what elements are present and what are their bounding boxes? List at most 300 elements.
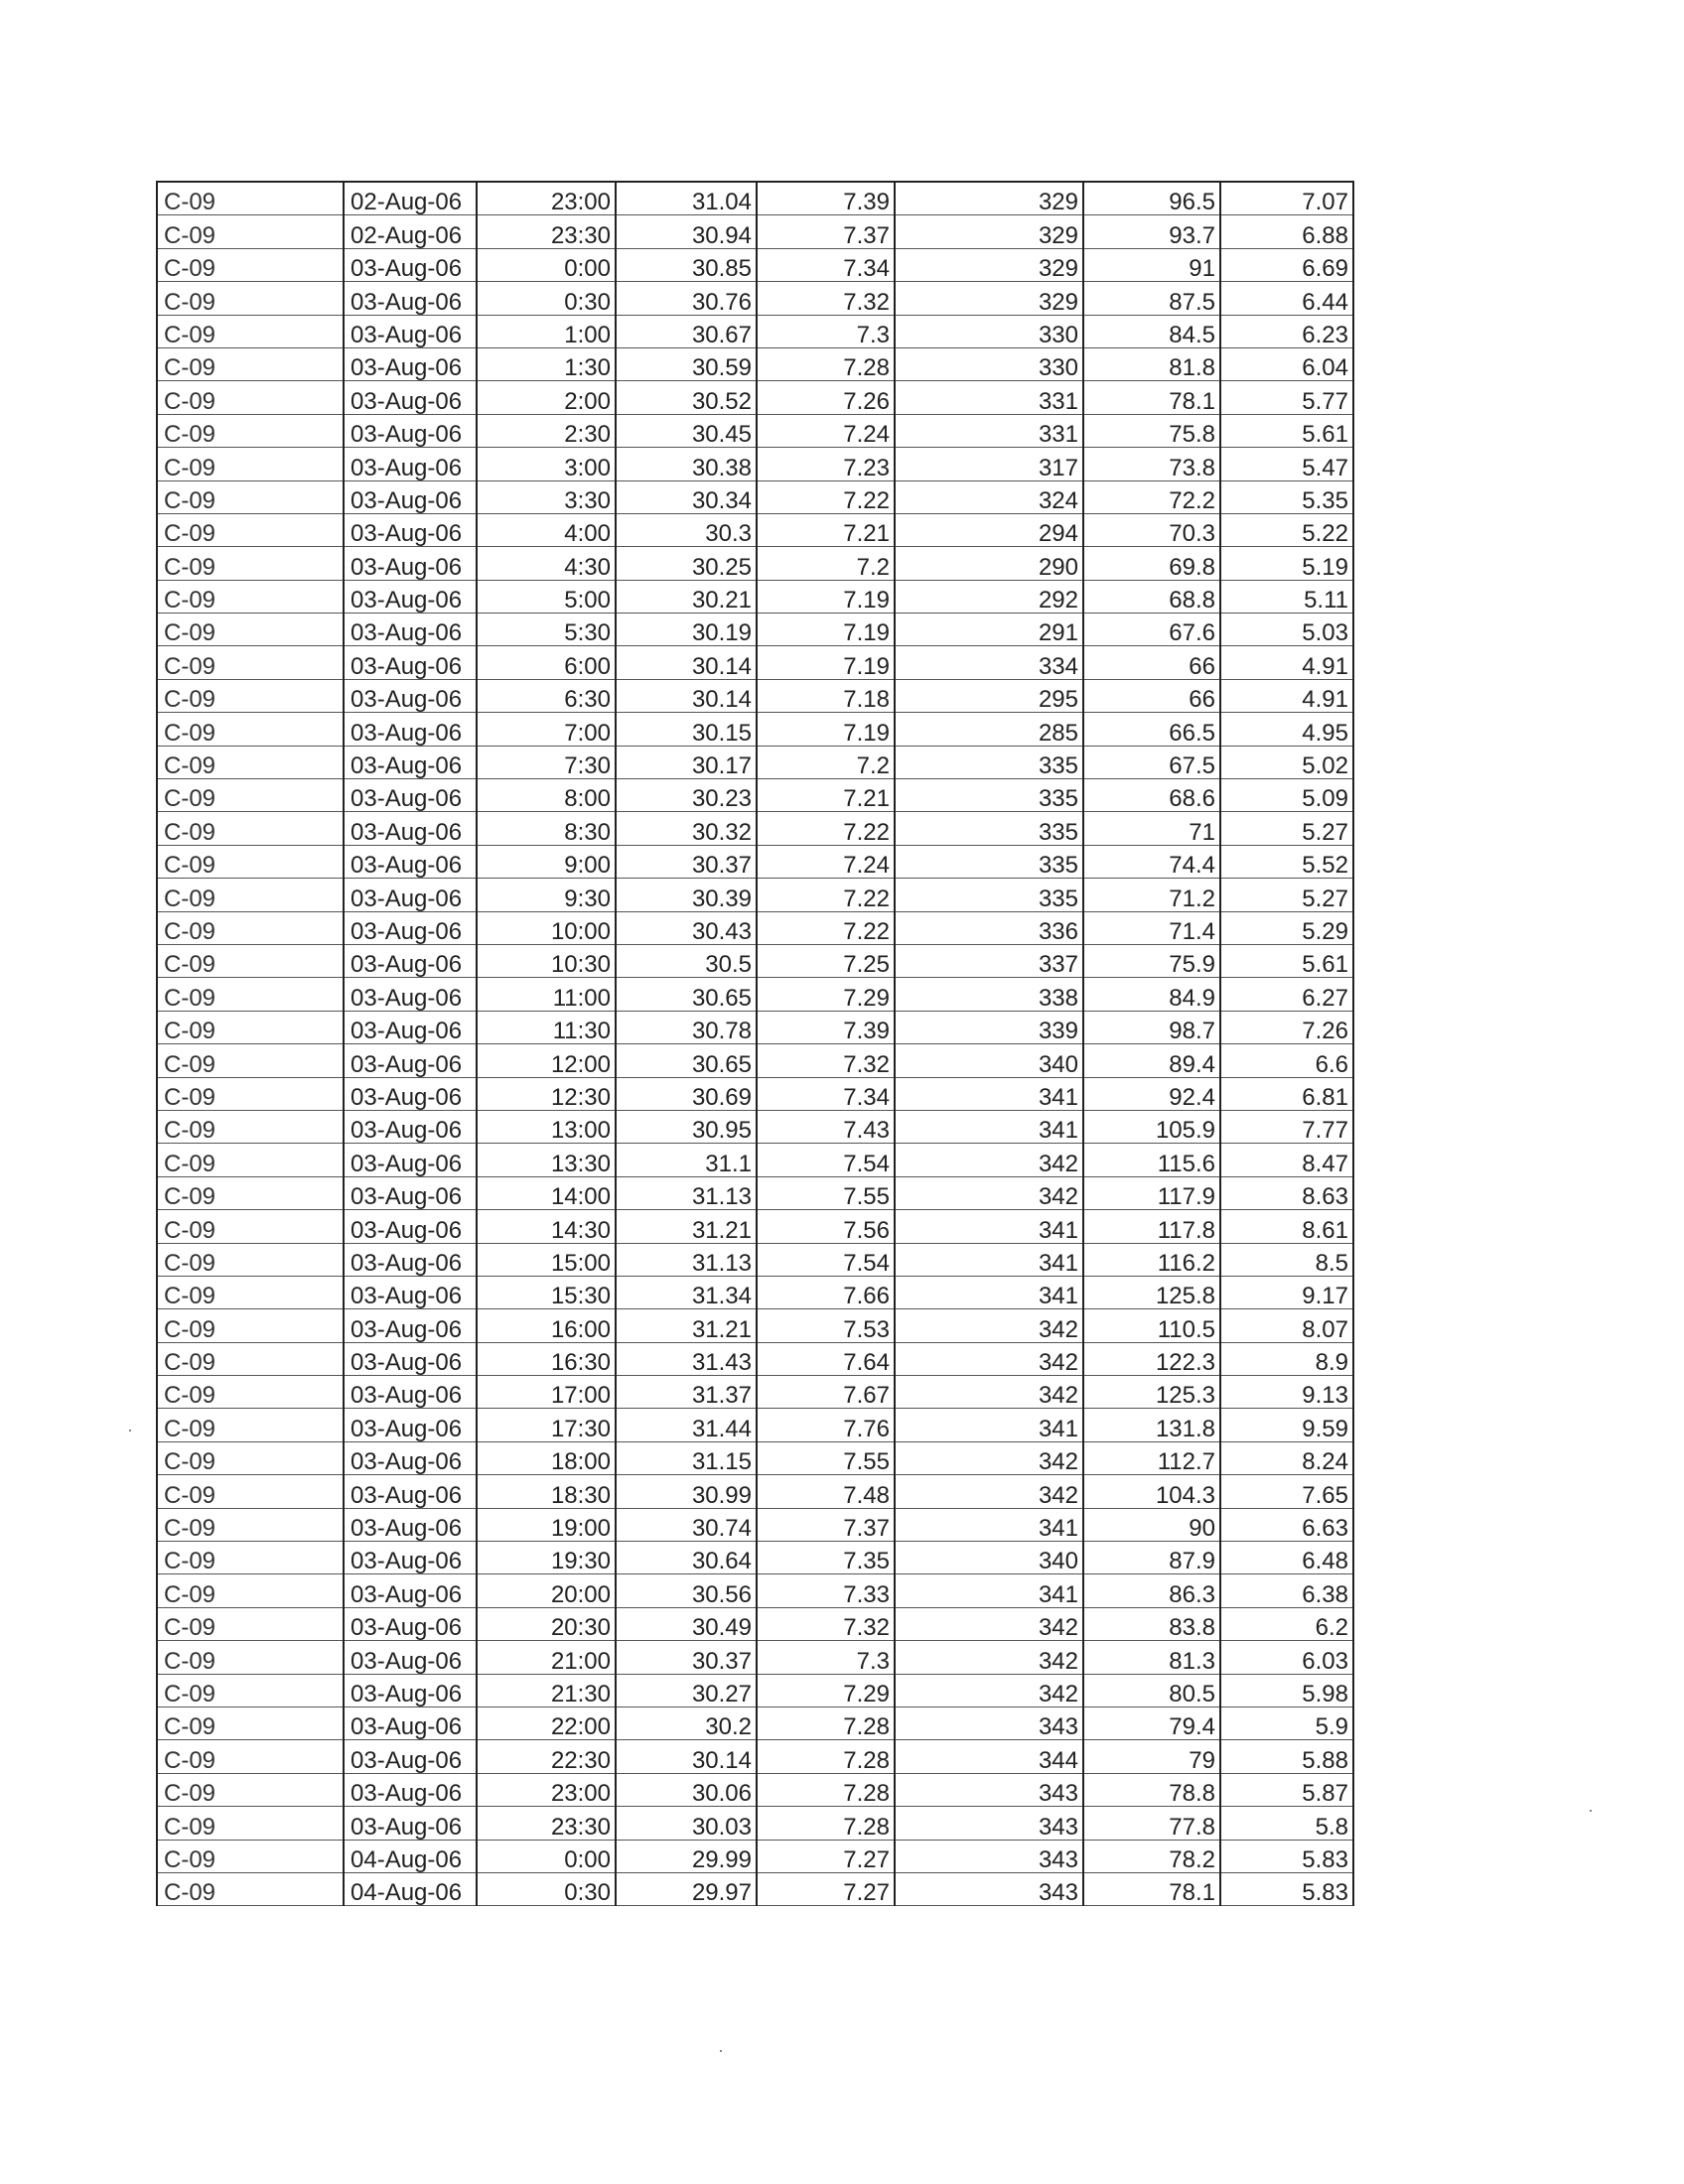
cell-col-8: 5.29 bbox=[1220, 911, 1353, 944]
cell-col-6: 340 bbox=[895, 1044, 1083, 1077]
cell-col-8: 5.11 bbox=[1220, 580, 1353, 613]
table-row bbox=[157, 978, 1353, 1011]
table-row bbox=[157, 713, 1353, 746]
cell-col-7: 68.8 bbox=[1083, 580, 1220, 613]
cell-date: 03-Aug-06 bbox=[344, 646, 477, 679]
cell-station: C-09 bbox=[157, 1607, 344, 1640]
cell-col-6: 341 bbox=[895, 1409, 1083, 1441]
table-row bbox=[157, 1342, 1353, 1375]
cell-station: C-09 bbox=[157, 215, 344, 248]
cell-col-5: 7.64 bbox=[757, 1342, 895, 1375]
table-row bbox=[157, 812, 1353, 845]
cell-time: 7:00 bbox=[477, 713, 616, 746]
cell-col-7: 110.5 bbox=[1083, 1309, 1220, 1342]
cell-col-6: 341 bbox=[895, 1210, 1083, 1243]
cell-time: 13:30 bbox=[477, 1144, 616, 1176]
cell-station: C-09 bbox=[157, 812, 344, 845]
cell-col-6: 340 bbox=[895, 1542, 1083, 1574]
cell-col-4: 31.44 bbox=[616, 1409, 757, 1441]
cell-col-6: 291 bbox=[895, 614, 1083, 646]
cell-station: C-09 bbox=[157, 679, 344, 712]
cell-station: C-09 bbox=[157, 1807, 344, 1840]
cell-col-6: 343 bbox=[895, 1840, 1083, 1872]
cell-date: 03-Aug-06 bbox=[344, 282, 477, 315]
cell-col-5: 7.54 bbox=[757, 1144, 895, 1176]
cell-col-8: 5.35 bbox=[1220, 480, 1353, 513]
cell-time: 17:00 bbox=[477, 1376, 616, 1409]
cell-col-6: 343 bbox=[895, 1773, 1083, 1806]
cell-col-8: 7.65 bbox=[1220, 1475, 1353, 1508]
cell-col-7: 90 bbox=[1083, 1508, 1220, 1541]
table-row bbox=[157, 215, 1353, 248]
cell-time: 20:30 bbox=[477, 1607, 616, 1640]
cell-col-5: 7.37 bbox=[757, 215, 895, 248]
cell-col-8: 6.2 bbox=[1220, 1607, 1353, 1640]
table-row bbox=[157, 746, 1353, 778]
cell-col-6: 330 bbox=[895, 347, 1083, 380]
cell-date: 03-Aug-06 bbox=[344, 513, 477, 546]
cell-col-6: 343 bbox=[895, 1807, 1083, 1840]
cell-col-4: 30.17 bbox=[616, 746, 757, 778]
cell-col-4: 30.95 bbox=[616, 1110, 757, 1143]
table-row bbox=[157, 779, 1353, 812]
table-row bbox=[157, 1840, 1353, 1872]
cell-station: C-09 bbox=[157, 1011, 344, 1043]
cell-date: 03-Aug-06 bbox=[344, 1641, 477, 1674]
cell-station: C-09 bbox=[157, 381, 344, 414]
cell-station: C-09 bbox=[157, 513, 344, 546]
table-row bbox=[157, 480, 1353, 513]
cell-date: 03-Aug-06 bbox=[344, 414, 477, 447]
cell-time: 13:00 bbox=[477, 1110, 616, 1143]
cell-col-5: 7.2 bbox=[757, 746, 895, 778]
cell-col-6: 342 bbox=[895, 1607, 1083, 1640]
cell-col-4: 31.13 bbox=[616, 1176, 757, 1209]
table-row bbox=[157, 614, 1353, 646]
cell-col-7: 77.8 bbox=[1083, 1807, 1220, 1840]
cell-col-4: 31.04 bbox=[616, 182, 757, 215]
cell-col-5: 7.39 bbox=[757, 182, 895, 215]
cell-col-4: 30.27 bbox=[616, 1674, 757, 1706]
cell-col-8: 5.61 bbox=[1220, 414, 1353, 447]
cell-col-4: 30.25 bbox=[616, 547, 757, 580]
cell-col-8: 4.91 bbox=[1220, 679, 1353, 712]
cell-col-7: 68.6 bbox=[1083, 779, 1220, 812]
cell-time: 7:30 bbox=[477, 746, 616, 778]
cell-col-4: 29.97 bbox=[616, 1872, 757, 1905]
cell-col-4: 30.5 bbox=[616, 944, 757, 977]
cell-time: 8:00 bbox=[477, 779, 616, 812]
cell-col-5: 7.21 bbox=[757, 779, 895, 812]
cell-time: 23:00 bbox=[477, 182, 616, 215]
cell-col-6: 334 bbox=[895, 646, 1083, 679]
cell-time: 0:30 bbox=[477, 1872, 616, 1905]
cell-date: 04-Aug-06 bbox=[344, 1840, 477, 1872]
cell-col-8: 5.09 bbox=[1220, 779, 1353, 812]
cell-time: 21:00 bbox=[477, 1641, 616, 1674]
cell-time: 1:30 bbox=[477, 347, 616, 380]
table-row bbox=[157, 1706, 1353, 1739]
cell-date: 02-Aug-06 bbox=[344, 215, 477, 248]
cell-col-5: 7.66 bbox=[757, 1276, 895, 1308]
cell-col-5: 7.33 bbox=[757, 1574, 895, 1607]
cell-col-7: 93.7 bbox=[1083, 215, 1220, 248]
cell-col-7: 84.9 bbox=[1083, 978, 1220, 1011]
table-row bbox=[157, 1740, 1353, 1773]
cell-col-6: 341 bbox=[895, 1276, 1083, 1308]
cell-time: 15:00 bbox=[477, 1243, 616, 1276]
cell-date: 03-Aug-06 bbox=[344, 812, 477, 845]
cell-col-6: 335 bbox=[895, 746, 1083, 778]
cell-col-7: 75.9 bbox=[1083, 944, 1220, 977]
cell-col-4: 30.03 bbox=[616, 1807, 757, 1840]
cell-col-8: 5.77 bbox=[1220, 381, 1353, 414]
cell-col-5: 7.22 bbox=[757, 480, 895, 513]
cell-col-8: 8.47 bbox=[1220, 1144, 1353, 1176]
cell-col-8: 5.03 bbox=[1220, 614, 1353, 646]
cell-station: C-09 bbox=[157, 1475, 344, 1508]
cell-date: 03-Aug-06 bbox=[344, 1144, 477, 1176]
cell-station: C-09 bbox=[157, 911, 344, 944]
cell-time: 3:00 bbox=[477, 448, 616, 480]
table-row bbox=[157, 1807, 1353, 1840]
cell-col-7: 112.7 bbox=[1083, 1441, 1220, 1474]
cell-col-5: 7.67 bbox=[757, 1376, 895, 1409]
cell-col-5: 7.53 bbox=[757, 1309, 895, 1342]
cell-col-8: 6.04 bbox=[1220, 347, 1353, 380]
table-row bbox=[157, 1110, 1353, 1143]
cell-col-4: 30.14 bbox=[616, 646, 757, 679]
cell-col-4: 30.3 bbox=[616, 513, 757, 546]
cell-station: C-09 bbox=[157, 1210, 344, 1243]
table-row bbox=[157, 547, 1353, 580]
cell-col-5: 7.54 bbox=[757, 1243, 895, 1276]
cell-col-7: 80.5 bbox=[1083, 1674, 1220, 1706]
cell-col-8: 9.59 bbox=[1220, 1409, 1353, 1441]
cell-col-8: 9.17 bbox=[1220, 1276, 1353, 1308]
cell-col-6: 292 bbox=[895, 580, 1083, 613]
cell-time: 5:00 bbox=[477, 580, 616, 613]
cell-date: 03-Aug-06 bbox=[344, 580, 477, 613]
cell-station: C-09 bbox=[157, 713, 344, 746]
cell-date: 03-Aug-06 bbox=[344, 779, 477, 812]
cell-col-4: 30.45 bbox=[616, 414, 757, 447]
cell-col-8: 6.88 bbox=[1220, 215, 1353, 248]
cell-col-6: 329 bbox=[895, 215, 1083, 248]
table-row bbox=[157, 248, 1353, 281]
table-row bbox=[157, 1542, 1353, 1574]
cell-col-6: 285 bbox=[895, 713, 1083, 746]
cell-col-6: 331 bbox=[895, 414, 1083, 447]
cell-col-6: 342 bbox=[895, 1441, 1083, 1474]
cell-col-6: 329 bbox=[895, 282, 1083, 315]
table-body bbox=[157, 182, 1353, 1906]
cell-date: 03-Aug-06 bbox=[344, 1706, 477, 1739]
cell-col-7: 117.8 bbox=[1083, 1210, 1220, 1243]
cell-time: 20:00 bbox=[477, 1574, 616, 1607]
cell-col-4: 30.38 bbox=[616, 448, 757, 480]
cell-col-6: 341 bbox=[895, 1110, 1083, 1143]
table-row bbox=[157, 1508, 1353, 1541]
cell-col-8: 5.47 bbox=[1220, 448, 1353, 480]
cell-time: 2:30 bbox=[477, 414, 616, 447]
cell-col-6: 342 bbox=[895, 1309, 1083, 1342]
table-row bbox=[157, 1077, 1353, 1110]
cell-date: 03-Aug-06 bbox=[344, 746, 477, 778]
cell-col-4: 30.99 bbox=[616, 1475, 757, 1508]
cell-station: C-09 bbox=[157, 1872, 344, 1905]
cell-date: 03-Aug-06 bbox=[344, 1077, 477, 1110]
table-row bbox=[157, 1376, 1353, 1409]
table-row bbox=[157, 1176, 1353, 1209]
cell-station: C-09 bbox=[157, 1840, 344, 1872]
table-row bbox=[157, 414, 1353, 447]
cell-col-7: 87.5 bbox=[1083, 282, 1220, 315]
cell-col-7: 70.3 bbox=[1083, 513, 1220, 546]
cell-time: 21:30 bbox=[477, 1674, 616, 1706]
cell-station: C-09 bbox=[157, 1276, 344, 1308]
cell-col-5: 7.35 bbox=[757, 1542, 895, 1574]
cell-col-6: 317 bbox=[895, 448, 1083, 480]
cell-station: C-09 bbox=[157, 480, 344, 513]
cell-station: C-09 bbox=[157, 1441, 344, 1474]
cell-col-4: 30.85 bbox=[616, 248, 757, 281]
cell-col-7: 78.2 bbox=[1083, 1840, 1220, 1872]
cell-col-6: 329 bbox=[895, 182, 1083, 215]
cell-col-7: 73.8 bbox=[1083, 448, 1220, 480]
cell-col-6: 335 bbox=[895, 812, 1083, 845]
cell-col-4: 30.19 bbox=[616, 614, 757, 646]
cell-col-4: 31.1 bbox=[616, 1144, 757, 1176]
cell-col-8: 8.9 bbox=[1220, 1342, 1353, 1375]
cell-time: 15:30 bbox=[477, 1276, 616, 1308]
cell-date: 03-Aug-06 bbox=[344, 1574, 477, 1607]
cell-time: 0:00 bbox=[477, 1840, 616, 1872]
cell-col-5: 7.55 bbox=[757, 1176, 895, 1209]
cell-col-8: 5.19 bbox=[1220, 547, 1353, 580]
cell-col-8: 5.98 bbox=[1220, 1674, 1353, 1706]
cell-station: C-09 bbox=[157, 282, 344, 315]
cell-col-6: 335 bbox=[895, 845, 1083, 878]
cell-col-7: 81.3 bbox=[1083, 1641, 1220, 1674]
cell-date: 04-Aug-06 bbox=[344, 1872, 477, 1905]
cell-col-7: 89.4 bbox=[1083, 1044, 1220, 1077]
cell-col-7: 72.2 bbox=[1083, 480, 1220, 513]
cell-col-8: 5.22 bbox=[1220, 513, 1353, 546]
cell-col-8: 6.6 bbox=[1220, 1044, 1353, 1077]
cell-col-4: 30.39 bbox=[616, 879, 757, 911]
cell-col-8: 8.5 bbox=[1220, 1243, 1353, 1276]
cell-station: C-09 bbox=[157, 315, 344, 347]
cell-date: 03-Aug-06 bbox=[344, 1542, 477, 1574]
cell-col-6: 342 bbox=[895, 1376, 1083, 1409]
cell-station: C-09 bbox=[157, 182, 344, 215]
cell-col-5: 7.3 bbox=[757, 315, 895, 347]
cell-col-4: 31.15 bbox=[616, 1441, 757, 1474]
cell-col-5: 7.28 bbox=[757, 1807, 895, 1840]
cell-col-4: 31.21 bbox=[616, 1210, 757, 1243]
cell-col-4: 30.56 bbox=[616, 1574, 757, 1607]
cell-date: 03-Aug-06 bbox=[344, 1674, 477, 1706]
cell-col-7: 79.4 bbox=[1083, 1706, 1220, 1739]
cell-col-4: 30.32 bbox=[616, 812, 757, 845]
cell-date: 03-Aug-06 bbox=[344, 845, 477, 878]
table-row bbox=[157, 513, 1353, 546]
cell-col-7: 104.3 bbox=[1083, 1475, 1220, 1508]
cell-date: 03-Aug-06 bbox=[344, 1508, 477, 1541]
cell-col-6: 342 bbox=[895, 1674, 1083, 1706]
cell-col-7: 71.2 bbox=[1083, 879, 1220, 911]
cell-station: C-09 bbox=[157, 879, 344, 911]
cell-date: 03-Aug-06 bbox=[344, 1807, 477, 1840]
cell-time: 14:30 bbox=[477, 1210, 616, 1243]
cell-time: 18:30 bbox=[477, 1475, 616, 1508]
cell-col-8: 5.83 bbox=[1220, 1840, 1353, 1872]
cell-date: 03-Aug-06 bbox=[344, 1110, 477, 1143]
cell-col-5: 7.32 bbox=[757, 1044, 895, 1077]
cell-col-6: 341 bbox=[895, 1508, 1083, 1541]
cell-date: 03-Aug-06 bbox=[344, 1376, 477, 1409]
cell-col-8: 5.27 bbox=[1220, 879, 1353, 911]
cell-col-6: 344 bbox=[895, 1740, 1083, 1773]
cell-col-5: 7.34 bbox=[757, 248, 895, 281]
cell-col-6: 342 bbox=[895, 1475, 1083, 1508]
cell-col-5: 7.22 bbox=[757, 911, 895, 944]
cell-col-5: 7.27 bbox=[757, 1840, 895, 1872]
cell-date: 03-Aug-06 bbox=[344, 978, 477, 1011]
cell-station: C-09 bbox=[157, 779, 344, 812]
cell-time: 6:00 bbox=[477, 646, 616, 679]
cell-col-6: 341 bbox=[895, 1077, 1083, 1110]
cell-col-8: 5.02 bbox=[1220, 746, 1353, 778]
cell-station: C-09 bbox=[157, 1376, 344, 1409]
cell-date: 03-Aug-06 bbox=[344, 547, 477, 580]
cell-col-8: 6.38 bbox=[1220, 1574, 1353, 1607]
cell-col-6: 342 bbox=[895, 1144, 1083, 1176]
cell-col-6: 290 bbox=[895, 547, 1083, 580]
cell-col-5: 7.29 bbox=[757, 1674, 895, 1706]
cell-station: C-09 bbox=[157, 845, 344, 878]
cell-col-4: 29.99 bbox=[616, 1840, 757, 1872]
cell-col-7: 92.4 bbox=[1083, 1077, 1220, 1110]
table-row bbox=[157, 315, 1353, 347]
cell-col-6: 336 bbox=[895, 911, 1083, 944]
cell-col-8: 6.48 bbox=[1220, 1542, 1353, 1574]
cell-time: 11:00 bbox=[477, 978, 616, 1011]
cell-col-8: 8.61 bbox=[1220, 1210, 1353, 1243]
cell-col-4: 30.64 bbox=[616, 1542, 757, 1574]
cell-col-8: 5.9 bbox=[1220, 1706, 1353, 1739]
cell-col-8: 7.07 bbox=[1220, 182, 1353, 215]
scan-speck bbox=[129, 1430, 131, 1432]
cell-time: 18:00 bbox=[477, 1441, 616, 1474]
cell-date: 03-Aug-06 bbox=[344, 448, 477, 480]
cell-col-5: 7.56 bbox=[757, 1210, 895, 1243]
cell-col-6: 324 bbox=[895, 480, 1083, 513]
table-row bbox=[157, 1409, 1353, 1441]
cell-time: 0:30 bbox=[477, 282, 616, 315]
cell-date: 03-Aug-06 bbox=[344, 614, 477, 646]
table-row bbox=[157, 879, 1353, 911]
cell-col-8: 6.81 bbox=[1220, 1077, 1353, 1110]
cell-col-8: 4.95 bbox=[1220, 713, 1353, 746]
cell-col-5: 7.25 bbox=[757, 944, 895, 977]
cell-col-5: 7.37 bbox=[757, 1508, 895, 1541]
cell-date: 03-Aug-06 bbox=[344, 347, 477, 380]
cell-col-7: 83.8 bbox=[1083, 1607, 1220, 1640]
cell-date: 03-Aug-06 bbox=[344, 679, 477, 712]
cell-col-6: 335 bbox=[895, 779, 1083, 812]
table-row bbox=[157, 1872, 1353, 1905]
table-row bbox=[157, 448, 1353, 480]
cell-col-4: 31.34 bbox=[616, 1276, 757, 1308]
cell-col-6: 341 bbox=[895, 1243, 1083, 1276]
cell-col-5: 7.28 bbox=[757, 347, 895, 380]
cell-date: 03-Aug-06 bbox=[344, 1011, 477, 1043]
cell-col-8: 8.63 bbox=[1220, 1176, 1353, 1209]
cell-col-8: 6.63 bbox=[1220, 1508, 1353, 1541]
cell-station: C-09 bbox=[157, 547, 344, 580]
cell-col-6: 342 bbox=[895, 1342, 1083, 1375]
table-row bbox=[157, 1574, 1353, 1607]
cell-col-5: 7.55 bbox=[757, 1441, 895, 1474]
cell-date: 03-Aug-06 bbox=[344, 944, 477, 977]
cell-col-4: 31.21 bbox=[616, 1309, 757, 1342]
cell-col-5: 7.27 bbox=[757, 1872, 895, 1905]
cell-station: C-09 bbox=[157, 1243, 344, 1276]
cell-col-8: 5.52 bbox=[1220, 845, 1353, 878]
cell-date: 03-Aug-06 bbox=[344, 480, 477, 513]
cell-station: C-09 bbox=[157, 1574, 344, 1607]
cell-col-7: 115.6 bbox=[1083, 1144, 1220, 1176]
cell-col-4: 30.65 bbox=[616, 1044, 757, 1077]
cell-station: C-09 bbox=[157, 580, 344, 613]
cell-col-7: 78.1 bbox=[1083, 1872, 1220, 1905]
table-row bbox=[157, 1641, 1353, 1674]
cell-col-5: 7.28 bbox=[757, 1706, 895, 1739]
cell-col-5: 7.43 bbox=[757, 1110, 895, 1143]
cell-col-5: 7.48 bbox=[757, 1475, 895, 1508]
cell-date: 03-Aug-06 bbox=[344, 315, 477, 347]
cell-station: C-09 bbox=[157, 1773, 344, 1806]
cell-col-4: 31.43 bbox=[616, 1342, 757, 1375]
table-row bbox=[157, 1674, 1353, 1706]
cell-col-5: 7.2 bbox=[757, 547, 895, 580]
table-row bbox=[157, 1441, 1353, 1474]
cell-station: C-09 bbox=[157, 1641, 344, 1674]
cell-col-4: 30.94 bbox=[616, 215, 757, 248]
cell-col-7: 66 bbox=[1083, 646, 1220, 679]
cell-col-5: 7.24 bbox=[757, 414, 895, 447]
cell-col-4: 30.2 bbox=[616, 1706, 757, 1739]
cell-col-4: 30.15 bbox=[616, 713, 757, 746]
cell-col-4: 30.67 bbox=[616, 315, 757, 347]
cell-col-6: 338 bbox=[895, 978, 1083, 1011]
cell-col-6: 329 bbox=[895, 248, 1083, 281]
cell-col-8: 5.8 bbox=[1220, 1807, 1353, 1840]
cell-date: 03-Aug-06 bbox=[344, 1607, 477, 1640]
cell-col-5: 7.32 bbox=[757, 282, 895, 315]
cell-time: 4:30 bbox=[477, 547, 616, 580]
cell-col-7: 66 bbox=[1083, 679, 1220, 712]
cell-col-5: 7.39 bbox=[757, 1011, 895, 1043]
cell-col-7: 116.2 bbox=[1083, 1243, 1220, 1276]
cell-time: 17:30 bbox=[477, 1409, 616, 1441]
cell-col-7: 125.3 bbox=[1083, 1376, 1220, 1409]
cell-col-7: 74.4 bbox=[1083, 845, 1220, 878]
cell-col-6: 294 bbox=[895, 513, 1083, 546]
cell-col-5: 7.23 bbox=[757, 448, 895, 480]
